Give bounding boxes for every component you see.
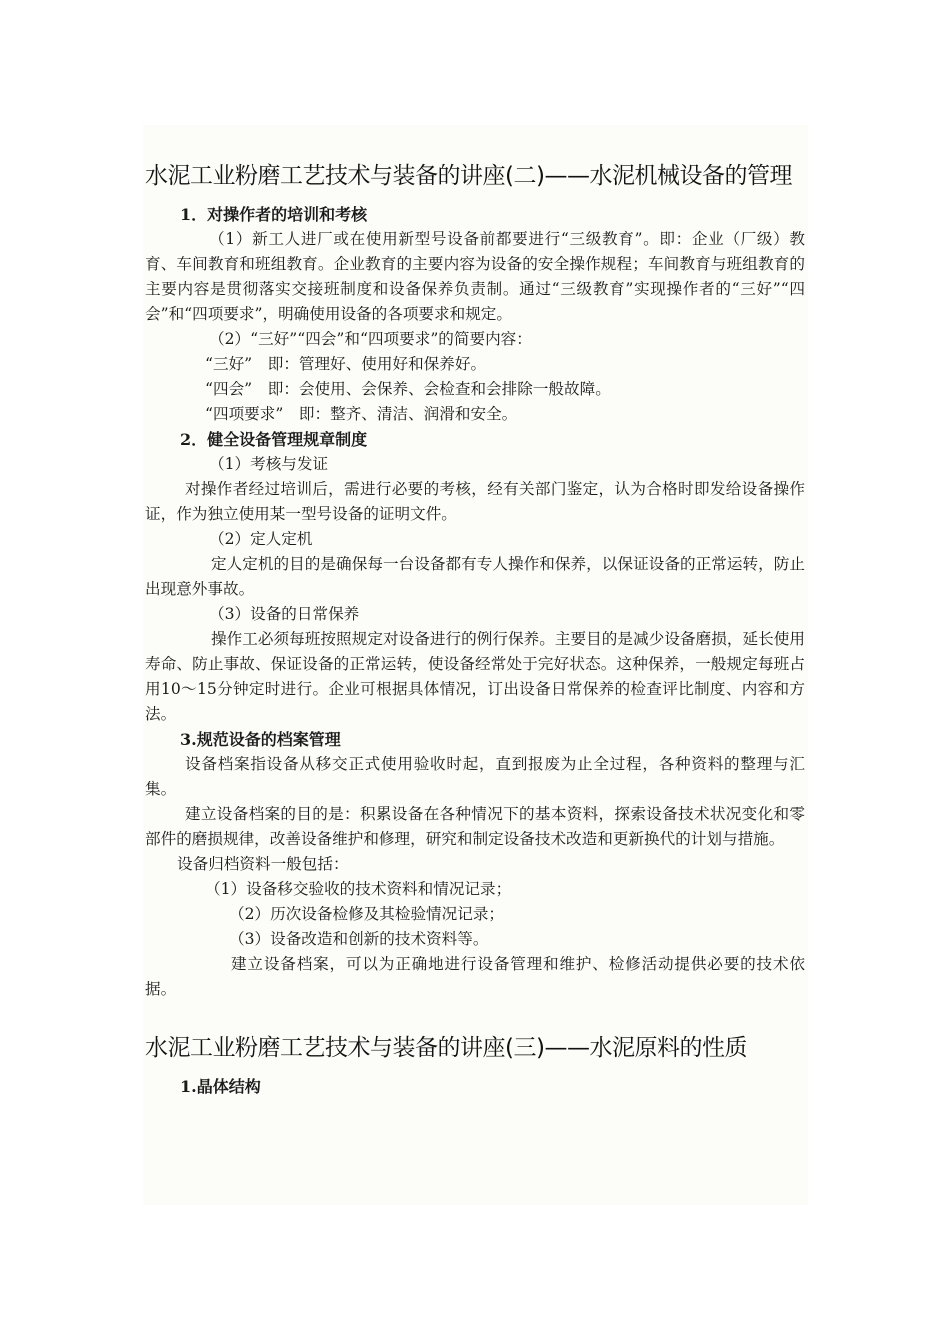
- paragraph: （1）新工人进厂或在使用新型号设备前都要进行“三级教育”。即：企业（厂级）教育、车间教育和班组教育。企业教育的主要内容为设备的安全操作规程；车间教育与班组教育的主要内容是贯彻落实交接班制度和设备保养负责制。通过“三级教育”实现操作者的“三好”“四会”和“四项要求”，明确使用设备的各项要求和规定。: [145, 230, 805, 323]
- paragraph: “四会” 即：会使用、会保养、会检查和会排除一般故障。: [205, 380, 611, 398]
- section-heading: 1.晶体结构: [180, 1077, 261, 1096]
- article-title: 水泥工业粉磨工艺技术与装备的讲座(二)——水泥机械设备的管理: [145, 163, 792, 189]
- paragraph: “四项要求” 即：整齐、清洁、润滑和安全。: [205, 405, 518, 423]
- paragraph: 对操作者经过培训后，需进行必要的考核，经有关部门鉴定，认为合格时即发给设备操作证，作为独立使用某一型号设备的证明文件。: [145, 480, 805, 523]
- paragraph: “三好” 即：管理好、使用好和保养好。: [205, 355, 487, 373]
- section-heading: 2．健全设备管理规章制度: [180, 430, 368, 449]
- section-heading: 1．对操作者的培训和考核: [180, 205, 368, 224]
- list-item: （1）设备移交验收的技术资料和情况记录；: [205, 880, 512, 898]
- paragraph: 设备档案指设备从移交正式使用验收时起，直到报废为止全过程，各种资料的整理与汇集。: [145, 755, 805, 798]
- subheading: （3）设备的日常保养: [209, 605, 360, 623]
- list-item: （3）设备改造和创新的技术资料等。: [229, 930, 489, 948]
- paragraph: 设备归档资料一般包括：: [177, 855, 349, 873]
- section-heading: 3.规范设备的档案管理: [180, 730, 341, 749]
- paragraph: 操作工必须每班按照规定对设备进行的例行保养。主要目的是减少设备磨损，延长使用寿命、防止事故、保证设备的正常运转，使设备经常处于完好状态。这种保养，一般规定每班占用10～15分钟定时进行。企业可根据具体情况，订出设备日常保养的检查评比制度、内容和方法。: [145, 630, 805, 723]
- paragraph: 建立设备档案的目的是：积累设备在各种情况下的基本资料，探索设备技术状况变化和零部件的磨损规律，改善设备维护和修理，研究和制定设备技术改造和更新换代的计划与措施。: [145, 805, 805, 848]
- paragraph: 定人定机的目的是确保每一台设备都有专人操作和保养，以保证设备的正常运转，防止出现意外事故。: [145, 555, 805, 598]
- subheading: （1）考核与发证: [209, 455, 329, 473]
- list-item: （2）历次设备检修及其检验情况记录；: [229, 905, 505, 923]
- paragraph: 建立设备档案，可以为正确地进行设备管理和维护、检修活动提供必要的技术依据。: [145, 955, 805, 998]
- paragraph: （2）“三好”“四会”和“四项要求”的简要内容：: [209, 330, 532, 348]
- subheading: （2）定人定机: [209, 530, 313, 548]
- article-title: 水泥工业粉磨工艺技术与装备的讲座(三)——水泥原料的性质: [145, 1035, 747, 1061]
- document-body: [145, 150, 805, 1099]
